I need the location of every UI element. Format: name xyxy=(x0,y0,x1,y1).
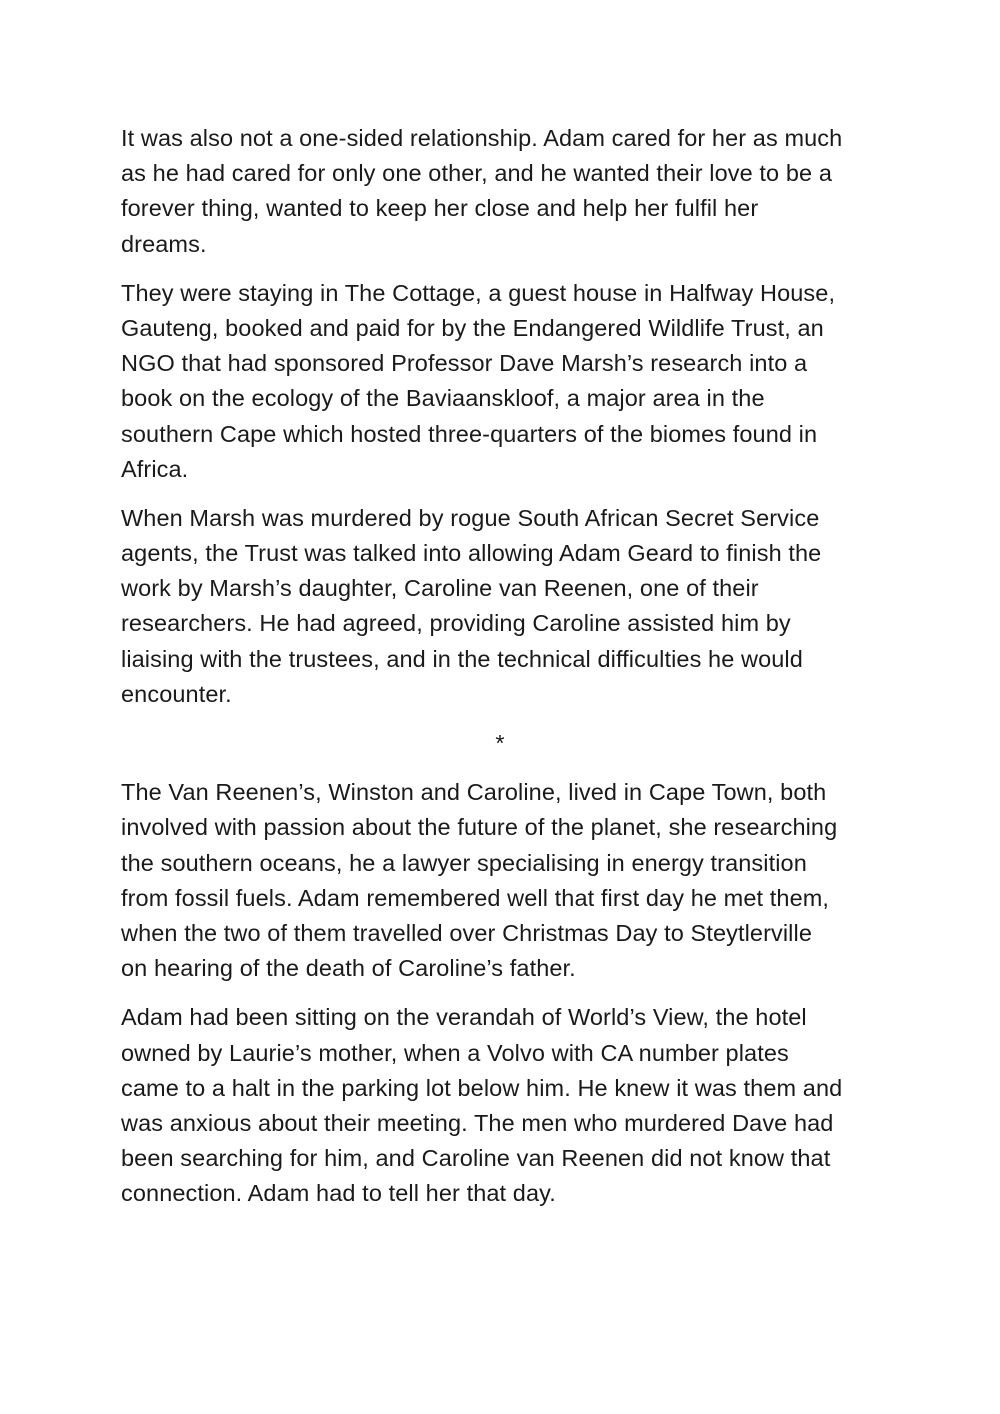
text-line: NGO that had sponsored Professor Dave Marsh’s research into a xyxy=(121,350,808,377)
text-line: When Marsh was murdered by rogue South African Secret Service xyxy=(121,504,820,531)
text-line: as he had cared for only one other, and he wanted their love to be a xyxy=(121,160,832,187)
paragraph xyxy=(121,501,891,712)
text-line: when the two of them travelled over Christmas Day to Steytlerville xyxy=(121,919,812,946)
paragraph xyxy=(121,121,891,262)
paragraph xyxy=(121,775,891,986)
text-line: They were staying in The Cottage, a guest house in Halfway House, xyxy=(121,279,836,306)
text-line: been searching for him, and Caroline van Reenen did not know that xyxy=(121,1145,831,1172)
text-line: connection. Adam had to tell her that day. xyxy=(121,1180,556,1207)
text-line: on hearing of the death of Caroline’s father. xyxy=(121,955,576,982)
text-line: work by Marsh’s daughter, Caroline van Reenen, one of their xyxy=(121,575,759,602)
text-line: Adam had been sitting on the verandah of World’s View, the hotel xyxy=(121,1004,807,1031)
text-line: The Van Reenen’s, Winston and Caroline, lived in Cape Town, both xyxy=(121,779,827,806)
scene-break-asterisk: * xyxy=(495,730,505,756)
paragraph xyxy=(121,276,891,487)
text-line: involved with passion about the future of the planet, she researching xyxy=(121,814,838,841)
text-line: book on the ecology of the Baviaanskloof, a major area in the xyxy=(121,385,765,412)
text-line: Africa. xyxy=(121,455,189,482)
text-line: dreams. xyxy=(121,230,207,257)
text-line: liaising with the trustees, and in the technical difficulties he would xyxy=(121,645,803,672)
text-line: was anxious about their meeting. The men who murdered Dave had xyxy=(121,1109,834,1136)
text-line: from fossil fuels. Adam remembered well that first day he met them, xyxy=(121,884,830,911)
text-line: researchers. He had agreed, providing Caroline assisted him by xyxy=(121,610,791,637)
paragraph xyxy=(121,1000,891,1211)
text-line: encounter. xyxy=(121,680,232,707)
text-line: southern Cape which hosted three-quarters of the biomes found in xyxy=(121,420,818,447)
text-line: the southern oceans, he a lawyer specialising in energy transition xyxy=(121,849,807,876)
text-line: forever thing, wanted to keep her close and help her fulfil her xyxy=(121,195,759,222)
text-line: It was also not a one-sided relationship. Adam cared for her as much xyxy=(121,125,843,151)
body-text xyxy=(121,121,891,1225)
text-line: came to a halt in the parking lot below him. He knew it was them and xyxy=(121,1074,843,1101)
text-line: Gauteng, booked and paid for by the Endangered Wildlife Trust, an xyxy=(121,314,824,341)
text-line: agents, the Trust was talked into allowing Adam Geard to finish the xyxy=(121,540,822,567)
text-line: owned by Laurie’s mother, when a Volvo with CA number plates xyxy=(121,1039,789,1066)
